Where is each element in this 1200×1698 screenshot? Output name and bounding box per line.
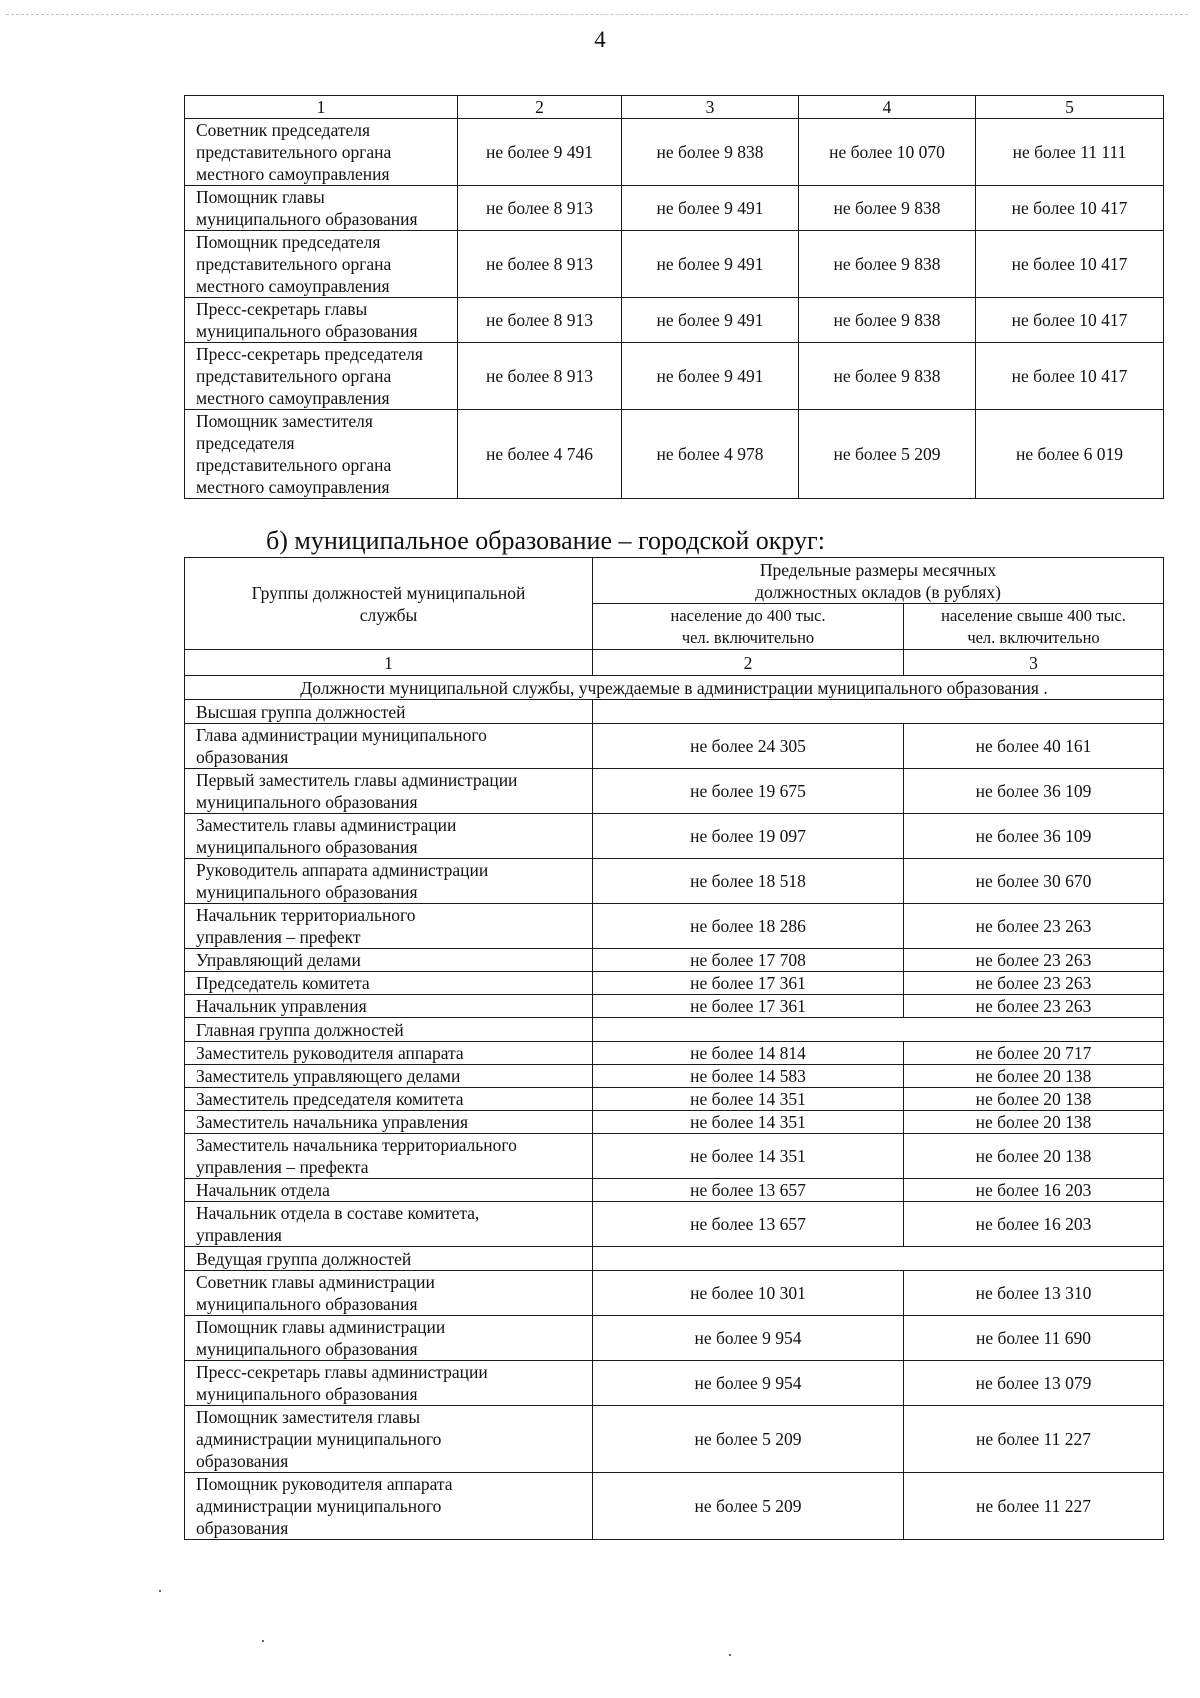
table-a-header-row (185, 96, 1164, 119)
position-name (185, 410, 458, 499)
table-row (185, 995, 1164, 1018)
text-line: управления – префекта (196, 1157, 369, 1177)
position-name (185, 904, 593, 949)
text-line: Заместитель начальника территориального (196, 1135, 517, 1155)
salary-limit: не более 17 708 (593, 949, 904, 972)
table-row (185, 1042, 1164, 1065)
salary-limit: не более 18 286 (593, 904, 904, 949)
salary-limit: не более 9 491 (622, 298, 799, 343)
salary-limit: не более 9 491 (458, 119, 622, 186)
table-b-header-row (185, 558, 1164, 604)
text-line: местного самоуправления (196, 388, 390, 408)
text-line: Пресс-секретарь главы (196, 299, 368, 319)
salary-limit: не более 4 746 (458, 410, 622, 499)
scan-speck (729, 1654, 731, 1656)
salary-limit: не более 30 670 (904, 859, 1164, 904)
salary-limit: не более 9 491 (622, 186, 799, 231)
position-name (185, 298, 458, 343)
text-line: муниципального образования (196, 792, 418, 812)
text-line: население до 400 тыс. (670, 605, 826, 625)
text-line: муниципального образования (196, 209, 418, 229)
salary-limit: не более 9 491 (622, 231, 799, 298)
text-line: чел. включительно (681, 627, 815, 647)
table-row (185, 1316, 1164, 1361)
salary-limit: не более 17 361 (593, 995, 904, 1018)
position-name (185, 724, 593, 769)
section-title: Должности муниципальной службы, учреждаемые в администрации муниципального образования . (185, 676, 1164, 700)
position-group-name (185, 1018, 593, 1042)
table-row (185, 972, 1164, 995)
text-line: население свыше 400 тыс. (941, 605, 1126, 625)
column-number: 2 (593, 650, 904, 676)
table-row (185, 1179, 1164, 1202)
salary-limit: не более 19 675 (593, 769, 904, 814)
column-number: 1 (185, 650, 593, 676)
text-line: Заместитель руководителя аппарата (196, 1043, 464, 1063)
salary-limit: не более 23 263 (904, 972, 1164, 995)
salary-limit: не более 13 657 (593, 1179, 904, 1202)
position-name (185, 1406, 593, 1473)
salary-limit: не более 36 109 (904, 769, 1164, 814)
text-line: муниципального образования (196, 1384, 418, 1404)
salary-limit: не более 23 263 (904, 949, 1164, 972)
position-name (185, 343, 458, 410)
salary-table-b (184, 557, 1164, 1540)
text-line: администрации муниципального (196, 1429, 442, 1449)
table-row (185, 1088, 1164, 1111)
text-line: Помощник заместителя главы (196, 1407, 421, 1427)
text-line: местного самоуправления (196, 477, 390, 497)
empty-cell (593, 1018, 1164, 1042)
table-row (185, 1202, 1164, 1247)
text-line: Председатель комитета (196, 973, 370, 993)
text-line: Помощник председателя (196, 232, 381, 252)
position-group-name (185, 1247, 593, 1271)
header-population-up-to-400k (593, 604, 904, 650)
position-name (185, 1111, 593, 1134)
salary-limit: не более 18 518 (593, 859, 904, 904)
scan-speck (159, 1590, 161, 1592)
text-line: Советник главы администрации (196, 1272, 435, 1292)
table-row (185, 949, 1164, 972)
salary-limit: не более 10 417 (976, 298, 1164, 343)
position-name (185, 1134, 593, 1179)
salary-limit: не более 13 079 (904, 1361, 1164, 1406)
table-row (185, 186, 1164, 231)
salary-limit: не более 16 203 (904, 1202, 1164, 1247)
column-number: 2 (458, 96, 622, 119)
text-line: муниципального образования (196, 837, 418, 857)
text-line: местного самоуправления (196, 276, 390, 296)
text-line: Начальник территориального (196, 905, 416, 925)
table-row (185, 1111, 1164, 1134)
table-row (185, 1361, 1164, 1406)
table-row (185, 769, 1164, 814)
salary-limit: не более 24 305 (593, 724, 904, 769)
salary-limit: не более 20 138 (904, 1065, 1164, 1088)
position-name (185, 119, 458, 186)
text-line: местного самоуправления (196, 164, 390, 184)
text-line: Группы должностей муниципальной (251, 582, 526, 603)
column-number: 3 (904, 650, 1164, 676)
table-row (185, 298, 1164, 343)
salary-limit: не более 9 954 (593, 1316, 904, 1361)
table-row (185, 724, 1164, 769)
text-line: Начальник отдела (196, 1180, 330, 1200)
salary-limit: не более 14 351 (593, 1111, 904, 1134)
text-line: образования (196, 747, 289, 767)
salary-limit: не более 23 263 (904, 995, 1164, 1018)
text-line: службы (359, 604, 418, 625)
text-line: председателя (196, 433, 295, 453)
text-line: муниципального образования (196, 1339, 418, 1359)
empty-cell (593, 700, 1164, 724)
position-group-row (185, 1247, 1164, 1271)
salary-limit: не более 14 351 (593, 1134, 904, 1179)
section-heading-b: б) муниципальное образование – городской округ: (266, 526, 825, 555)
text-line: Предельные размеры месячных (759, 559, 997, 580)
salary-limit: не более 9 954 (593, 1361, 904, 1406)
position-name (185, 1473, 593, 1540)
salary-limit: не более 9 838 (799, 298, 976, 343)
salary-limit: не более 10 417 (976, 186, 1164, 231)
salary-limit: не более 17 361 (593, 972, 904, 995)
position-name (185, 1088, 593, 1111)
text-line: управления (196, 1225, 282, 1245)
salary-limit: не более 40 161 (904, 724, 1164, 769)
scan-speck (262, 1640, 264, 1642)
text-line: Начальник отдела в составе комитета, (196, 1203, 480, 1223)
salary-limit: не более 14 583 (593, 1065, 904, 1088)
text-line: Помощник руководителя аппарата (196, 1474, 453, 1494)
salary-table-a (184, 95, 1164, 499)
text-line: Заместитель председателя комитета (196, 1089, 464, 1109)
table-row (185, 1406, 1164, 1473)
table-row (185, 859, 1164, 904)
header-population-over-400k (904, 604, 1164, 650)
text-line: образования (196, 1451, 289, 1471)
position-group-row (185, 700, 1164, 724)
position-name (185, 972, 593, 995)
text-line: муниципального образования (196, 321, 418, 341)
position-name (185, 1065, 593, 1088)
table-row (185, 231, 1164, 298)
text-line: Пресс-секретарь председателя (196, 344, 423, 364)
position-name (185, 1202, 593, 1247)
salary-limit: не более 8 913 (458, 231, 622, 298)
table-row (185, 1271, 1164, 1316)
text-line: Глава администрации муниципального (196, 725, 487, 745)
salary-limit: не более 11 227 (904, 1406, 1164, 1473)
text-line: должностных окладов (в рублях) (755, 581, 1001, 602)
salary-limit: не более 8 913 (458, 298, 622, 343)
empty-cell (593, 1247, 1164, 1271)
salary-limit: не более 5 209 (593, 1406, 904, 1473)
salary-limit: не более 8 913 (458, 343, 622, 410)
text-line: Управляющий делами (196, 950, 361, 970)
salary-limit: не более 6 019 (976, 410, 1164, 499)
text-line: Помощник главы (196, 187, 325, 207)
section-title-row (185, 676, 1164, 700)
table-b-column-numbers (185, 650, 1164, 676)
salary-limit: не более 11 111 (976, 119, 1164, 186)
table-row (185, 1134, 1164, 1179)
salary-limit: не более 9 491 (622, 343, 799, 410)
salary-limit: не более 20 138 (904, 1111, 1164, 1134)
text-line: образования (196, 1518, 289, 1538)
text-line: Главная группа должностей (196, 1019, 404, 1040)
text-line: Ведущая группа должностей (196, 1248, 412, 1269)
salary-limit: не более 5 209 (799, 410, 976, 499)
scan-artifact-line (6, 14, 1188, 15)
text-line: представительного органа (196, 142, 392, 162)
salary-limit: не более 23 263 (904, 904, 1164, 949)
text-line: Заместитель управляющего делами (196, 1066, 461, 1086)
salary-limit: не более 11 690 (904, 1316, 1164, 1361)
position-name (185, 949, 593, 972)
text-line: муниципального образования (196, 882, 418, 902)
salary-limit: не более 14 814 (593, 1042, 904, 1065)
position-name (185, 1179, 593, 1202)
salary-limit: не более 5 209 (593, 1473, 904, 1540)
text-line: Помощник главы администрации (196, 1317, 446, 1337)
table-row (185, 1473, 1164, 1540)
position-name (185, 1271, 593, 1316)
column-number: 5 (976, 96, 1164, 119)
header-salary-limits (593, 558, 1164, 604)
position-name (185, 1316, 593, 1361)
salary-limit: не более 20 138 (904, 1134, 1164, 1179)
table-row (185, 814, 1164, 859)
column-number: 3 (622, 96, 799, 119)
column-number: 1 (185, 96, 458, 119)
text-line: представительного органа (196, 455, 392, 475)
salary-limit: не более 13 657 (593, 1202, 904, 1247)
table-row (185, 904, 1164, 949)
text-line: представительного органа (196, 254, 392, 274)
salary-limit: не более 9 838 (799, 186, 976, 231)
salary-limit: не более 16 203 (904, 1179, 1164, 1202)
page-number: 4 (594, 27, 606, 52)
table-row (185, 410, 1164, 499)
text-line: Начальник управления (196, 996, 367, 1016)
position-name (185, 814, 593, 859)
position-name (185, 859, 593, 904)
position-name (185, 769, 593, 814)
salary-limit: не более 13 310 (904, 1271, 1164, 1316)
salary-limit: не более 14 351 (593, 1088, 904, 1111)
position-group-row (185, 1018, 1164, 1042)
text-line: Первый заместитель главы администрации (196, 770, 518, 790)
salary-limit: не более 10 301 (593, 1271, 904, 1316)
text-line: чел. включительно (967, 627, 1100, 647)
header-position-groups (185, 558, 593, 650)
salary-limit: не более 9 838 (799, 231, 976, 298)
salary-limit: не более 20 138 (904, 1088, 1164, 1111)
position-group-name (185, 700, 593, 724)
salary-limit: не более 8 913 (458, 186, 622, 231)
text-line: муниципального образования (196, 1294, 418, 1314)
column-number: 4 (799, 96, 976, 119)
salary-limit: не более 10 417 (976, 231, 1164, 298)
text-line: Помощник заместителя (196, 411, 373, 431)
salary-limit: не более 4 978 (622, 410, 799, 499)
text-line: Руководитель аппарата администрации (196, 860, 489, 880)
text-line: Пресс-секретарь главы администрации (196, 1362, 488, 1382)
table-row (185, 1065, 1164, 1088)
salary-limit: не более 10 070 (799, 119, 976, 186)
salary-limit: не более 19 097 (593, 814, 904, 859)
text-line: Высшая группа должностей (196, 701, 406, 722)
salary-limit: не более 9 838 (799, 343, 976, 410)
salary-limit: не более 11 227 (904, 1473, 1164, 1540)
text-line: Заместитель начальника управления (196, 1112, 469, 1132)
text-line: представительного органа (196, 366, 392, 386)
salary-limit: не более 9 838 (622, 119, 799, 186)
text-line: Советник председателя (196, 120, 371, 140)
table-row (185, 343, 1164, 410)
salary-limit: не более 20 717 (904, 1042, 1164, 1065)
table-row (185, 119, 1164, 186)
text-line: Заместитель главы администрации (196, 815, 457, 835)
position-name (185, 231, 458, 298)
position-name (185, 1042, 593, 1065)
salary-limit: не более 36 109 (904, 814, 1164, 859)
text-line: управления – префект (196, 927, 361, 947)
position-name (185, 995, 593, 1018)
salary-limit: не более 10 417 (976, 343, 1164, 410)
text-line: администрации муниципального (196, 1496, 442, 1516)
position-name (185, 186, 458, 231)
position-name (185, 1361, 593, 1406)
